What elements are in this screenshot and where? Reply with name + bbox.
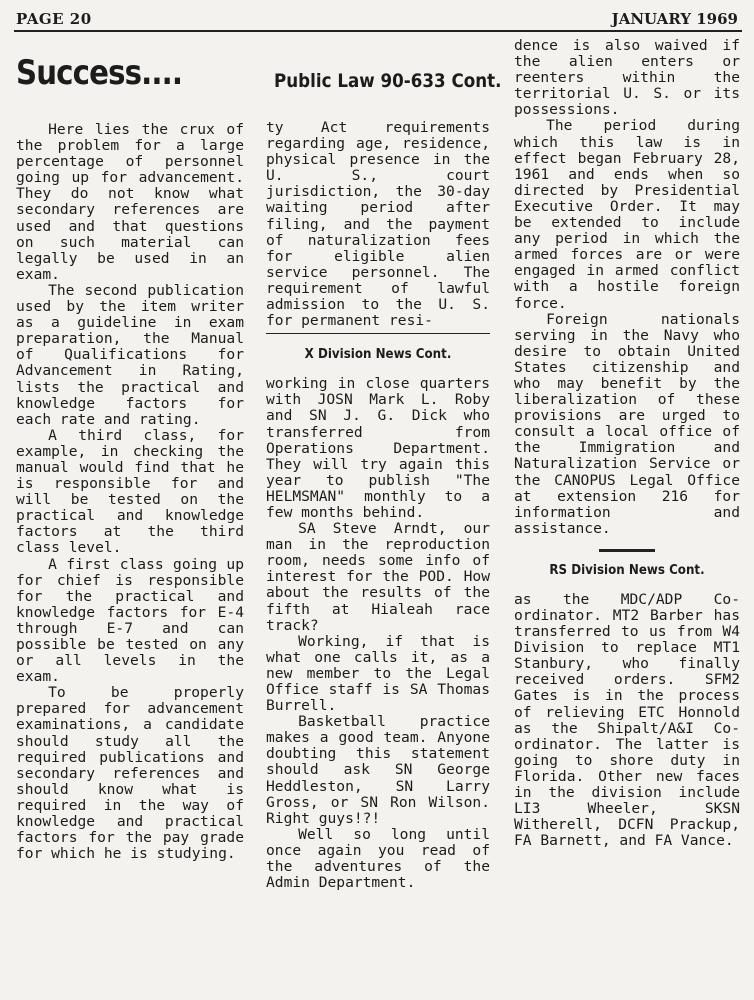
paragraph: dence is also waived if the alien enters or reenters within the territorial U. S. or its possessions. xyxy=(514,37,740,119)
issue-date: JANUARY 1969 xyxy=(611,10,738,28)
page-header xyxy=(0,0,754,34)
paragraph: Basketball practice makes a good team. Anyone doubting this statement should ask SN George Heddleston, SN Larry Gross, or SN Ron Wilson. Right guys!?! xyxy=(266,713,490,827)
section-divider xyxy=(599,549,655,552)
paragraph: A first class going up for chief is responsible for the practical and knowledge factors for E-4 through E-7 and can possible be tested on any or all levels in the exam. xyxy=(16,555,244,686)
section-title-rs-division: RS Division News Cont. xyxy=(549,561,705,578)
paragraph: as the MDC/ADP Co-ordinator. MT2 Barber has transferred to us from W4 Division to replace MT1 Stanbury, who finally received orders. SFM2 Gates is in the process of relieving ETC Honnold as the Shipalt/A&I Co-ordinator. The latter is going to shore duty in Florida. Other new faces in the division include LI3 Wheeler, SKSN Witherell, DCFN Prackup, FA Barnett, and FA Vance. xyxy=(514,590,740,850)
paragraph: A third class, for example, in checking the manual would find that he is responsible for and will be tested on the practical and knowledge factors at the third class level. xyxy=(16,426,244,557)
paragraph: working in close quarters with JOSN Mark L. Roby and SN J. G. Dick who transferred from Operations Department. They will try again this year to publish "The HELMSMAN" monthly to a few months behind. xyxy=(266,375,490,521)
paragraph: The second publication used by the item writer as a guideline in exam preparation, the Manual of Qualifications for Advancement in Rating, lists the practical and knowledge factors for each rate and rating. xyxy=(16,281,244,428)
paragraph: Well so long until once again you read of the adventures of the Admin Department. xyxy=(266,825,490,892)
paragraph: Foreign nationals serving in the Navy who desire to obtain United States citizenship and who may benefit by the liberalization of these provisions are urged to consult a local office of the Immigration and Naturalization Service or the CANOPUS Legal Office at extension 216 for information and assistance. xyxy=(514,310,740,537)
page-number: PAGE 20 xyxy=(16,10,92,28)
paragraph: To be properly prepared for advancement examinations, a candidate should study all the required publications and secondary references and should know what is required in the way of knowledge and practical factors for the pay grade for which he is studying. xyxy=(16,684,244,863)
column-public-law xyxy=(266,38,502,892)
paragraph: The period during which this law is in effect began February 28, 1961 and ends when so directed by Presidential Executive Order. It may be extended to include any period in which the armed forces are or were engaged in armed conflict with a hostile foreign force. xyxy=(514,117,740,312)
paragraph: Here lies the crux of the problem for a large percentage of personnel going up for advancement. They do not know what secondary references are used and that questions on such material can legally be used in an exam. xyxy=(16,121,244,283)
paragraph: ty Act requirements regarding age, residence, physical presence in the U. S., court jurisdiction, the 30-day waiting period after filing, and the payment of naturalization fees for eligible alien service personnel. The requirement of lawful admission to the U. S. for permanent resi- xyxy=(266,119,490,330)
column-continued xyxy=(514,38,740,849)
header-rule xyxy=(14,30,742,32)
article-title-public-law: Public Law 90-633 Cont. xyxy=(274,70,502,92)
section-divider xyxy=(266,333,490,334)
article-title-success: Success.... xyxy=(16,53,183,93)
column-success xyxy=(16,38,244,862)
paragraph: SA Steve Arndt, our man in the reproduction room, needs some info of interest for the POD. How about the results of the fifth at Hialeah race track? xyxy=(266,520,490,634)
section-title-x-division: X Division News Cont. xyxy=(304,346,452,363)
paragraph: Working, if that is what one calls it, as a new member to the Legal Office staff is SA Thomas Burrell. xyxy=(266,632,490,715)
